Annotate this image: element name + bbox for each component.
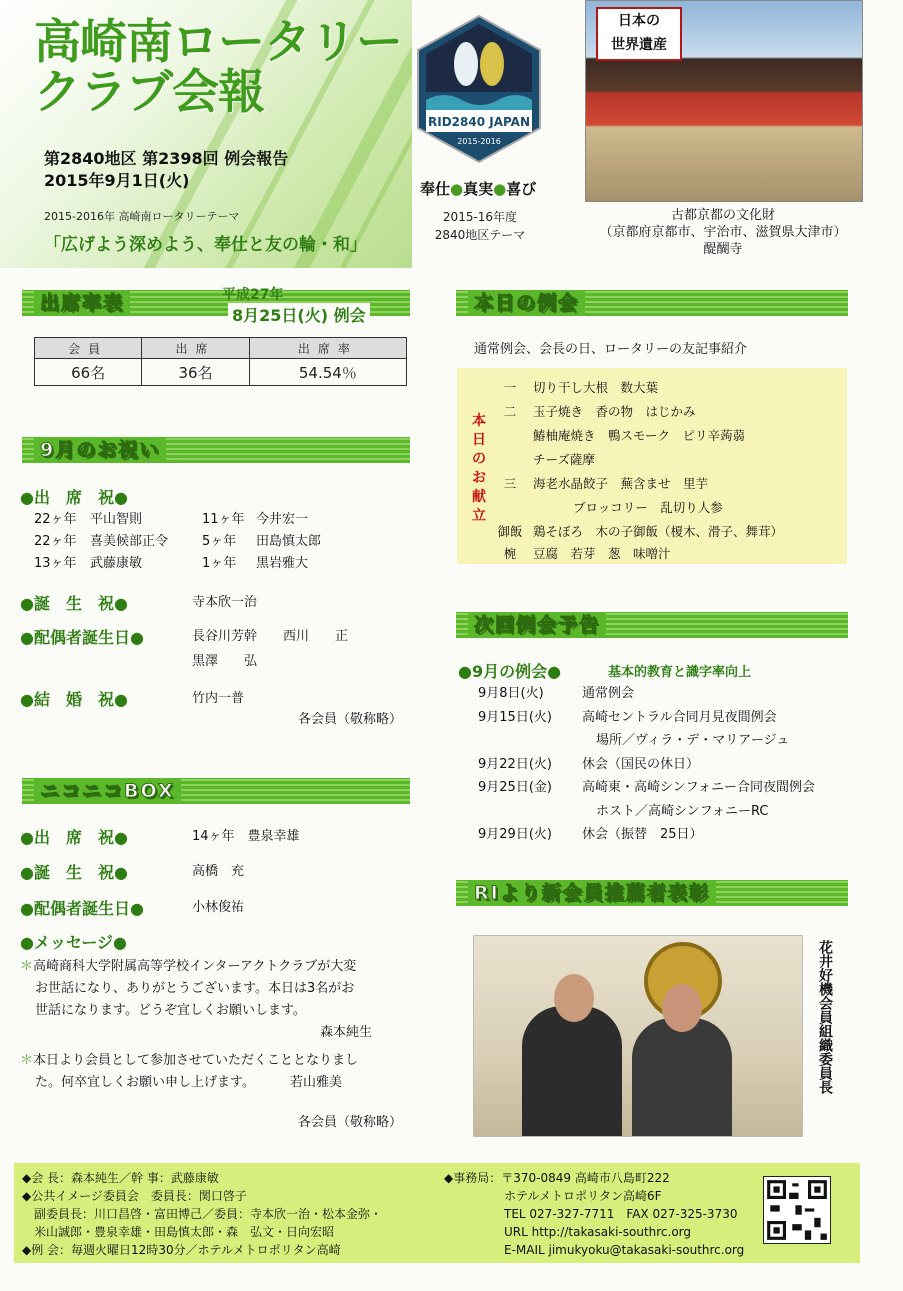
meeting-number: 第2840地区 第2398回 例会報告 — [44, 149, 289, 168]
schedule-row: 9月25日(金) 高崎東・高崎シンフォニー合同夜間例会 — [478, 780, 816, 795]
footer-left-line: 米山誠郎・豊泉幸雄・田島慎太郎・森 弘文・日向宏昭 — [22, 1225, 335, 1239]
world-heritage-badge — [596, 7, 682, 61]
motto-1: 奉仕 — [420, 180, 451, 198]
caption-line-2: （京都府京都市、宇治市、滋賀県大津市） — [599, 225, 847, 240]
niko-message-head: ●メッセージ● — [20, 933, 127, 952]
cel-attendance-head: ●出 席 祝● — [20, 488, 128, 507]
emblem-years: 2015-2016 — [457, 137, 501, 146]
attendance-date-2: 8月25日(火) 例会 — [228, 303, 370, 326]
cel-wedding-names: 竹内一普 — [192, 691, 245, 706]
menu-item: ブロッコリー 乱切り人参 — [573, 500, 723, 515]
schedule-row: 9月8日(火) 通常例会 — [478, 686, 635, 701]
club-theme: 「広げよう深めよう、奉仕と友の輪・和」 — [44, 235, 367, 255]
msg1-line-3: 世話になります。どうぞ宜しくお願いします。 — [35, 1003, 306, 1018]
award-photo — [473, 935, 803, 1137]
today-bar — [456, 290, 848, 316]
footer-right-line: TEL 027-327-7711 FAX 027-325-3730 — [444, 1207, 738, 1221]
cel-birthday-names: 寺本欣一治 — [192, 595, 258, 610]
att-header-present: 出席 — [142, 338, 249, 359]
msg2-line-2: た。何卒宜しくお願い申し上げます。 — [35, 1075, 255, 1090]
district-emblem — [414, 14, 544, 164]
menu-item: 鰆柚庵焼き 鴨スモーク ピリ辛蒟蒻 — [533, 428, 746, 443]
menu-item: 二 玉子焼き 香の物 はじかみ — [503, 404, 696, 419]
cel-birthday-head: ●誕 生 祝● — [20, 594, 128, 613]
attendance-table — [34, 337, 407, 386]
msg1-author: 森本純生 — [320, 1025, 373, 1040]
next-title: 次回例会予告 — [468, 612, 606, 638]
footer-right — [444, 1169, 764, 1259]
district-theme: 2840地区テーマ — [434, 228, 526, 242]
att-header-rate: 出席率 — [249, 338, 406, 359]
niko-spouse-head: ●配偶者誕生日● — [20, 899, 144, 918]
district-theme-label — [420, 208, 540, 244]
schedule-row: ホスト／高崎シンフォニーRC — [596, 803, 769, 819]
temple-photo — [585, 0, 863, 202]
niko-message-2: ＊本日より会員として参加させていただくこととなりまし た。何卒宜しくお願い申し上げます。 若山雅美 — [20, 1050, 420, 1094]
district-motto: 奉仕●真実●喜び — [420, 180, 537, 198]
caption-line-1: 古都京都の文化財 — [670, 208, 775, 223]
att-members: 66名 — [35, 359, 142, 386]
niko-birthday-head: ●誕 生 祝● — [20, 863, 128, 882]
next-bar — [456, 612, 848, 638]
cel-attendance-list — [34, 509, 364, 575]
menu-item: 一 切り干し大根 数大葉 — [503, 380, 659, 395]
att-present: 36名 — [142, 359, 249, 386]
attendance-date-1: 平成27年 — [222, 287, 284, 303]
footer-left — [22, 1169, 442, 1259]
person-right — [632, 1018, 732, 1137]
theme-label: 2015-2016年 高崎南ロータリーテーマ — [44, 210, 240, 223]
nikoniko-title: ニコニコBOX — [34, 778, 181, 804]
district-year: 2015-16年度 — [442, 210, 518, 224]
badge-line-2: 世界遺産 — [611, 37, 667, 53]
motto-2: 真実 — [463, 180, 494, 198]
niko-message-1: ＊高崎商科大学附属高等学校インターアクトクラブが大変 お世話になり、ありがとうございます。本日は3名がお 世話になります。どうぞ宜しくお願いします。 森本純生 — [20, 956, 420, 1044]
schedule-row: 9月22日(火) 休会（国民の休日） — [478, 756, 700, 772]
menu-item: 御飯 鶏そぼろ 木の子御飯（榎木、滑子、舞茸） — [497, 524, 784, 539]
qr-code-icon[interactable] — [763, 1176, 831, 1244]
attendance-title: 出席率表 — [34, 290, 130, 316]
menu-label: 本 日 の お 献 立 — [472, 413, 486, 524]
meeting-info — [44, 148, 288, 192]
celebrations-title: 9月のお祝い — [34, 437, 166, 463]
niko-attendance-head: ●出 席 祝● — [20, 828, 128, 847]
caption-line-3: 醍醐寺 — [703, 242, 743, 257]
today-description: 通常例会、会長の日、ロータリーの友記事紹介 — [474, 342, 748, 357]
footer-left-line: ◆例 会：毎週火曜日12時30分／ホテルメトロポリタン高崎 — [22, 1243, 341, 1257]
title-line-2: クラブ会報 — [34, 65, 264, 120]
msg2-author: 若山雅美 — [290, 1075, 343, 1090]
cel-row: 13ヶ年 武藤康敏 1ヶ年 黒岩雅大 — [34, 556, 309, 571]
celebrations-bar — [22, 437, 410, 463]
cel-spouse-names-2: 黒澤 弘 — [192, 654, 258, 669]
footer-right-line: ホテルメトロポリタン高崎6F — [444, 1189, 662, 1203]
cel-spouse-names-1: 長谷川芳幹 西川 正 — [192, 629, 349, 644]
badge-line-1: 日本の — [618, 13, 660, 29]
att-rate: 54.54％ — [249, 359, 406, 386]
title-line-1: 高崎南ロータリー — [34, 15, 402, 70]
schedule-row: 9月15日(火) 高崎セントラル合同月見夜間例会 — [478, 709, 777, 725]
cel-row: 22ヶ年 喜美候部正令 5ヶ年 田島慎太郎 — [34, 534, 322, 549]
cel-honorific: 各会員（敬称略） — [298, 712, 403, 727]
today-title: 本日の例会 — [468, 290, 585, 316]
menu-item: チーズ薩摩 — [533, 452, 595, 467]
award-caption: 花井好機会員組織委員長 — [817, 940, 833, 1094]
cel-spouse-head: ●配偶者誕生日● — [20, 628, 144, 647]
msg1-line-2: お世話になり、ありがとうございます。本日は3名がお — [35, 981, 355, 996]
ri-bar — [456, 880, 848, 906]
next-month-theme: 基本的教育と識字率向上 — [608, 665, 752, 680]
menu-box — [457, 368, 847, 564]
temple-caption — [585, 207, 861, 258]
footer — [14, 1163, 860, 1263]
next-month-head: ●9月の例会● — [458, 662, 562, 681]
person-left — [522, 1006, 622, 1137]
schedule-row: 9月29日(火) 休会（振替 25日） — [478, 827, 703, 842]
footer-right-line: E-MAIL jimukyoku@takasaki-southrc.org — [444, 1243, 745, 1257]
next-schedule — [478, 682, 858, 847]
motto-3: 喜び — [506, 180, 537, 198]
menu-item: 三 海老水晶餃子 蕪含ませ 里芋 — [503, 476, 709, 491]
att-header-members: 会員 — [35, 338, 142, 359]
footer-left-line: 副委員長：川口昌啓・富田博己／委員：寺本欣一治・松本金弥・ — [22, 1207, 383, 1221]
ri-title: RIより新会員推薦者表彰 — [468, 880, 716, 906]
meeting-date: 2015年9月1日(火) — [44, 171, 190, 190]
footer-right-line: URL http://takasaki-southrc.org — [444, 1225, 692, 1239]
footer-left-line: ◆会 長：森本純生／幹 事：武藤康敏 — [22, 1171, 219, 1185]
newsletter-title — [34, 15, 402, 120]
msg1-line-1: 高崎商科大学附属高等学校インターアクトクラブが大変 — [33, 959, 357, 974]
cel-row: 22ヶ年 平山智則 11ヶ年 今井宏一 — [34, 512, 309, 527]
cel-wedding-head: ●結 婚 祝● — [20, 690, 128, 709]
niko-birthday-names: 高橋 充 — [192, 864, 245, 879]
footer-left-line: ◆公共イメージ委員会 委員長：関口啓子 — [22, 1189, 247, 1203]
nikoniko-bar — [22, 778, 410, 804]
footer-right-line: ◆事務局：〒370-0849 高崎市八島町222 — [444, 1171, 670, 1185]
niko-spouse-names: 小林俊祐 — [192, 900, 245, 915]
niko-honorific: 各会員（敬称略） — [298, 1115, 403, 1130]
schedule-row: 場所／ヴィラ・デ・マリアージュ — [596, 733, 790, 748]
menu-item: 椀 豆腐 若芽 葱 味噌汁 — [503, 546, 671, 561]
person-left-head — [554, 974, 594, 1022]
msg2-line-1: 本日より会員として参加させていただくこととなりまし — [33, 1053, 359, 1068]
niko-attendance-names: 14ヶ年 豊泉幸雄 — [192, 829, 300, 844]
person-right-head — [662, 984, 702, 1032]
emblem-text: RID2840 JAPAN — [427, 115, 531, 129]
